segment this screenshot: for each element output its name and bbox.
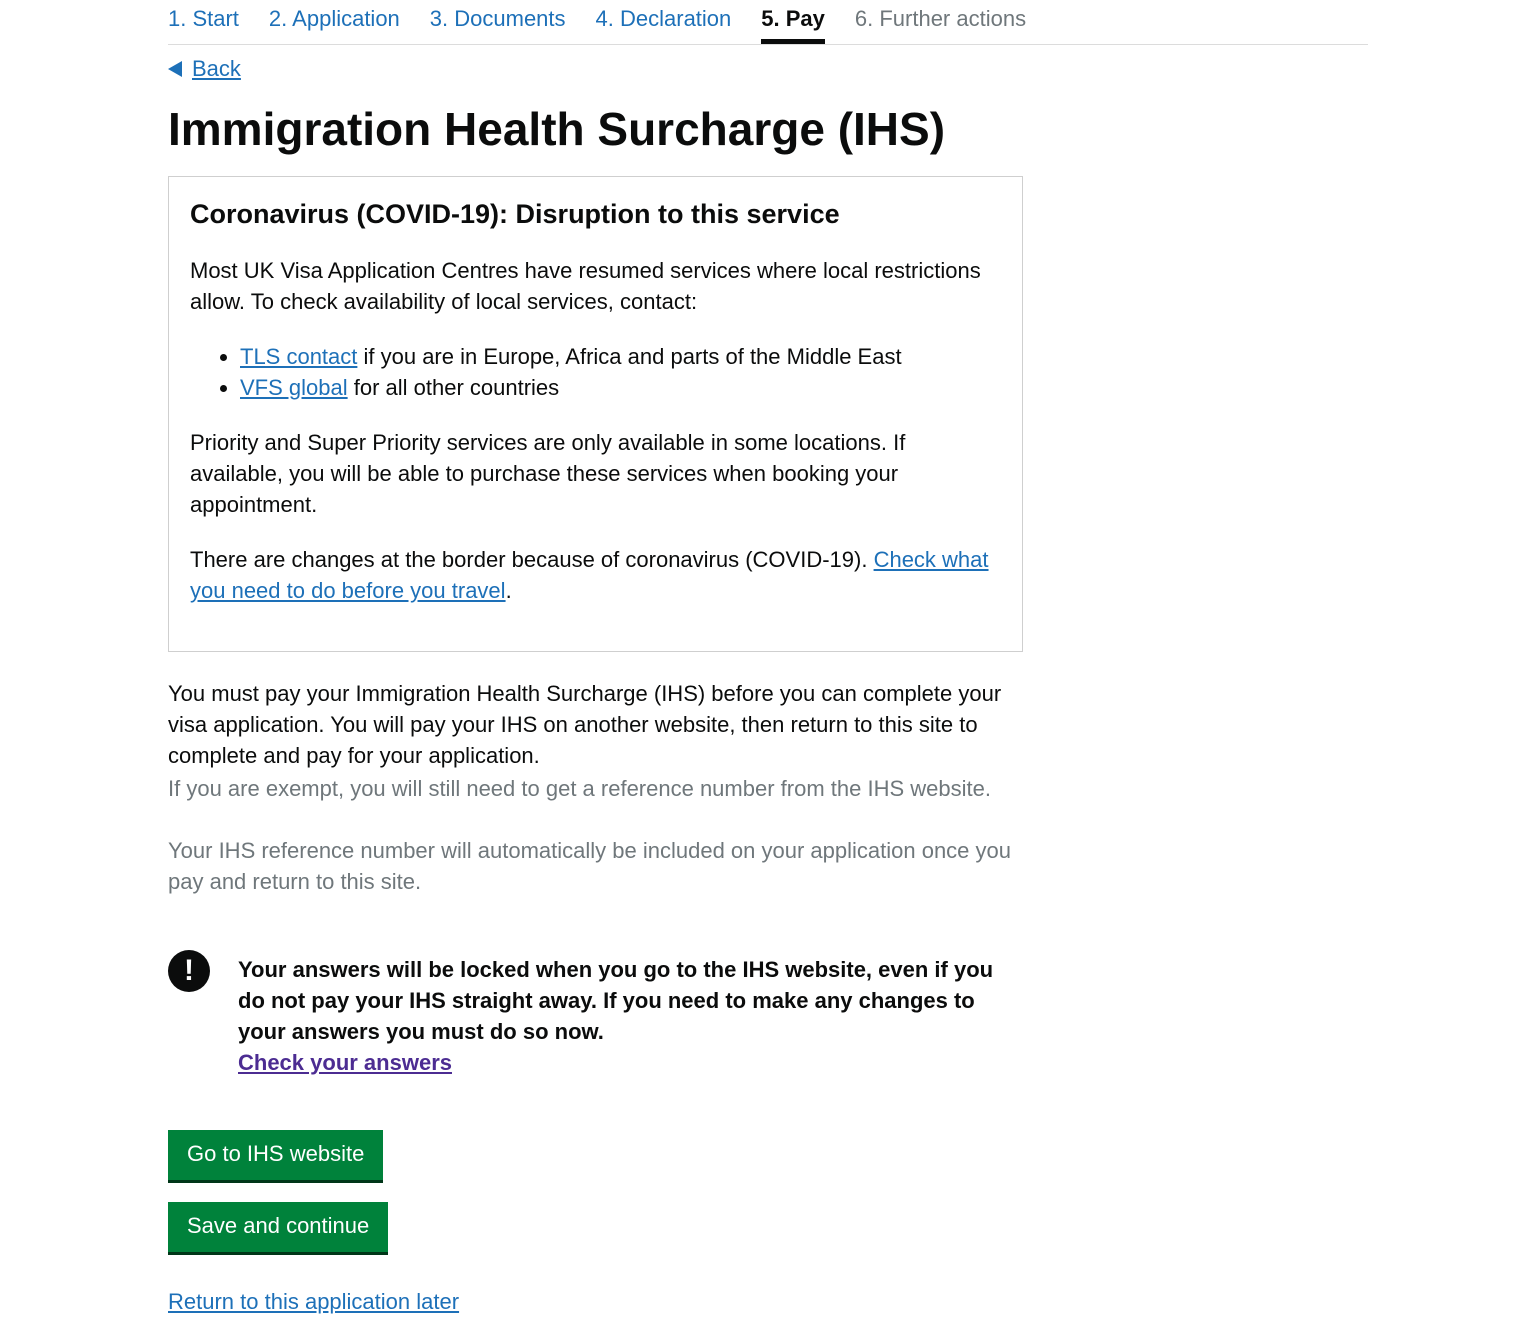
list-item [240,372,1001,403]
back-link-label: Back [192,56,241,81]
go-to-ihs-website-button[interactable]: Go to IHS website [168,1130,383,1180]
step-application[interactable]: 2. Application [268,6,400,31]
contact-list [190,341,1001,403]
notice-text-end: . [505,578,512,603]
exempt-hint-text: If you are exempt, you will still need to get a reference number from the IHS website. [168,776,991,801]
notice-paragraph [190,544,1001,606]
warning-text: Your answers will be locked when you go to the IHS website, even if you do not pay your IHS straight away. If you need to make any changes to your answers you must do so now. [238,957,994,1044]
step-declaration[interactable]: 4. Declaration [595,6,732,31]
exclamation-icon: ! [168,950,210,992]
step-further-actions: 6. Further actions [854,6,1027,31]
step-documents[interactable]: 3. Documents [429,6,566,31]
covid-notice-panel [168,176,1023,652]
save-and-continue-button[interactable]: Save and continue [168,1202,388,1252]
step-navigation [168,0,1368,45]
back-link[interactable] [168,56,241,82]
back-arrow-icon [168,61,182,77]
notice-heading: Coronavirus (COVID-19): Disruption to this service [190,199,840,229]
list-item [240,341,1001,372]
step-start[interactable]: 1. Start [168,6,239,31]
ihs-explanation-text: You must pay your Immigration Health Surcharge (IHS) before you can complete your visa application. You will pay your IHS on another website, then return to this site to complete and pay for your application. [168,681,1002,768]
notice-paragraph: Most UK Visa Application Centres have resumed services where local restrictions allow. To check availability of local services, contact: [190,258,981,314]
page-title: Immigration Health Surcharge (IHS) [168,103,946,155]
notice-paragraph: Priority and Super Priority services are only available in some locations. If available, you will be able to purchase these services when booking your appointment. [190,430,906,517]
step-pay-current: 5. Pay [761,0,825,44]
reference-hint-text: Your IHS reference number will automatically be included on your application once you pay and return to this site. [168,838,1012,894]
list-item-text: if you are in Europe, Africa and parts of the Middle East [357,344,902,369]
list-item-text: for all other countries [347,375,560,400]
return-later-link[interactable]: Return to this application later [168,1289,460,1314]
notice-text: There are changes at the border because of coronavirus (COVID-19). [190,547,874,572]
tls-contact-link[interactable]: TLS contact [240,344,358,369]
vfs-global-link[interactable]: VFS global [240,375,348,400]
check-your-answers-link[interactable]: Check your answers [238,1050,452,1075]
check-before-travel-link[interactable]: Check what you need to do before you travel [190,547,989,603]
